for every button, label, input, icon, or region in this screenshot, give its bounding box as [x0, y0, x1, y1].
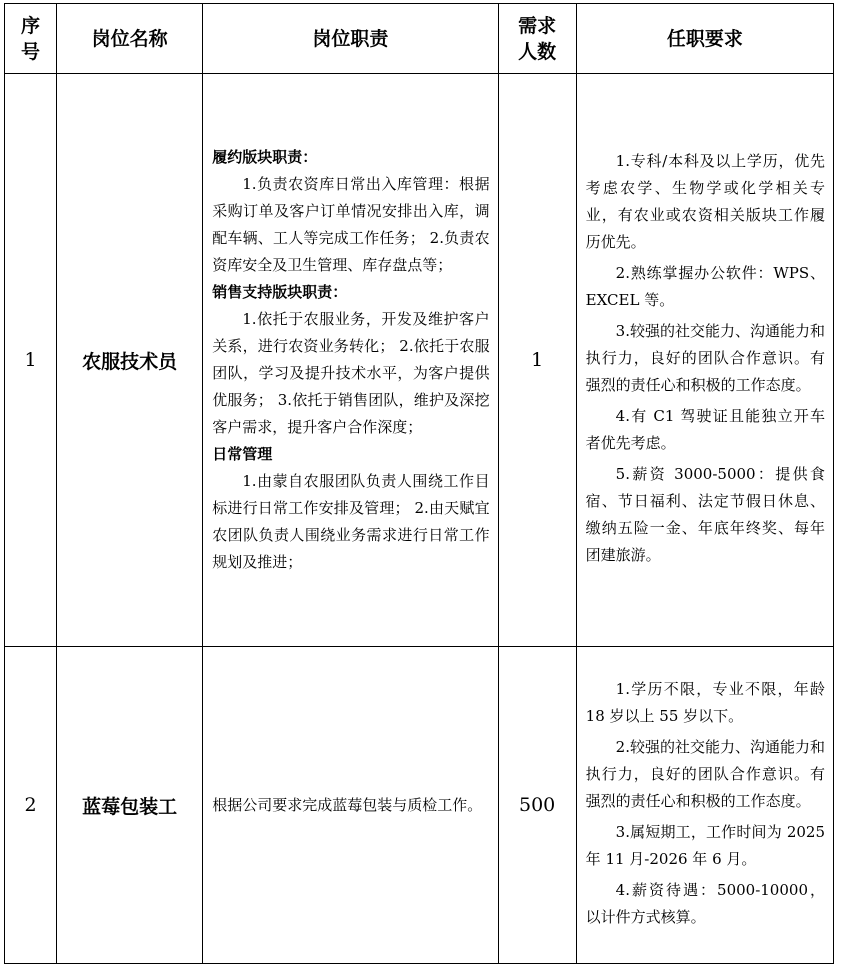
header-duties: 岗位职责 — [203, 4, 498, 74]
table-header-row — [5, 4, 834, 74]
recruitment-table — [4, 3, 834, 964]
header-seq-label: 序号 — [21, 14, 41, 63]
requirement-item: 2.熟练掌握办公软件：WPS、EXCEL 等。 — [585, 263, 825, 309]
requirement-item: 4.有 C1 驾驶证且能独立开车者优先考虑。 — [585, 406, 825, 452]
header-seq — [5, 4, 57, 74]
header-requirements: 任职要求 — [576, 4, 833, 74]
row-count: 1 — [498, 74, 576, 647]
row-seq: 2 — [5, 647, 57, 964]
row-duties — [203, 647, 498, 964]
requirement-item: 5.薪资 3000-5000：提供食宿、节日福利、法定节假日休息、缴纳五险一金、年底年终奖、每年团建旅游。 — [585, 464, 825, 564]
table-row — [5, 647, 834, 964]
requirement-item: 1.学历不限，专业不限，年龄 18 岁以上 55 岁以下。 — [585, 679, 825, 725]
table-row — [5, 74, 834, 647]
header-count-label: 需求人数 — [518, 14, 557, 63]
duty-section-text: 1.由蒙自农服团队负责人围绕工作目标进行日常工作安排及管理； 2.由天赋宜农团队负责人围绕业务需求进行日常工作规划及推进； — [212, 472, 490, 571]
header-position: 岗位名称 — [57, 4, 203, 74]
requirement-item: 3.属短期工，工作时间为 2025 年 11 月-2026 年 6 月。 — [585, 822, 825, 868]
row-duties — [203, 74, 498, 647]
header-count — [498, 4, 576, 74]
duty-section-title: 销售支持版块职责： — [212, 283, 348, 301]
row-seq: 1 — [5, 74, 57, 647]
row-requirements — [576, 647, 833, 964]
requirement-item: 3.较强的社交能力、沟通能力和执行力，良好的团队合作意识。有强烈的责任心和积极的工作态度。 — [585, 321, 825, 394]
row-requirements — [576, 74, 833, 647]
requirement-item: 1.专科/本科及以上学历，优先考虑农学、生物学或化学相关专业，有农业或农资相关版块工作履历优先。 — [585, 151, 825, 251]
row-position: 蓝莓包装工 — [57, 647, 203, 964]
row-position: 农服技术员 — [57, 74, 203, 647]
duty-section-title: 履约版块职责： — [212, 148, 318, 166]
requirement-item: 4.薪资待遇：5000-10000，以计件方式核算。 — [585, 880, 825, 926]
duty-section-title: 日常管理 — [212, 445, 273, 463]
row-count: 500 — [498, 647, 576, 964]
requirement-item: 2.较强的社交能力、沟通能力和执行力，良好的团队合作意识。有强烈的责任心和积极的工作态度。 — [585, 737, 825, 810]
duty-section-text: 1.依托于农服业务，开发及维护客户关系，进行农资业务转化； 2.依托于农服团队，学习及提升技术水平，为客户提供优服务； 3.依托于销售团队，维护及深挖客户需求，提升客户合作深度； — [212, 310, 490, 436]
duty-section-text: 1.负责农资库日常出入库管理：根据采购订单及客户订单情况安排出入库，调配车辆、工人等完成工作任务； 2.负责农资库安全及卫生管理、库存盘点等； — [212, 175, 490, 274]
duty-plain-text: 根据公司要求完成蓝莓包装与质检工作。 — [212, 795, 483, 814]
